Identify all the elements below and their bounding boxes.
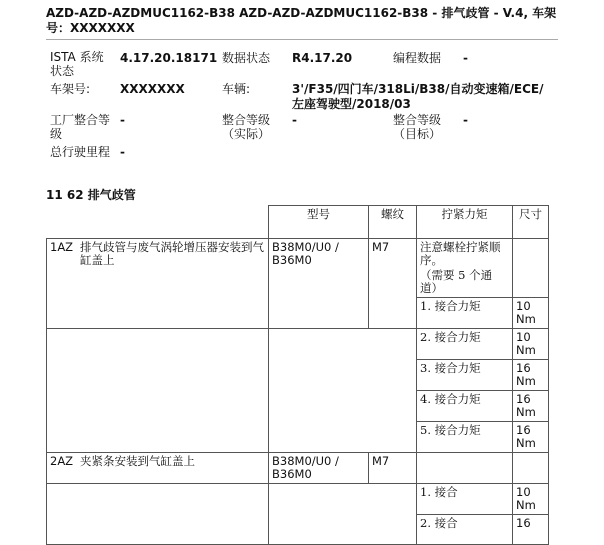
table-row bbox=[47, 484, 549, 515]
row2-step2-label: 2. 接合 bbox=[417, 515, 513, 545]
mileage-value: - bbox=[120, 145, 125, 159]
target-level-value: - bbox=[463, 113, 468, 127]
row1-step2-value: 10 Nm bbox=[513, 329, 549, 360]
row2-step1-value: 10 Nm bbox=[513, 484, 549, 515]
data-state-label: 数据状态 bbox=[222, 51, 271, 65]
vin-value: XXXXXXX bbox=[120, 82, 185, 96]
row2-model: B38M0/U0 / B36M0 bbox=[269, 453, 369, 484]
row2-thread: M7 bbox=[369, 453, 417, 484]
ista-label: ISTA 系统状态 bbox=[50, 50, 104, 78]
row2-step1-label: 1. 接合 bbox=[417, 484, 513, 515]
data-state-value: R4.17.20 bbox=[292, 51, 353, 65]
row2-description: 夹紧条安装到气缸盖上 bbox=[80, 454, 195, 468]
actual-level-label: 整合等级（实际） bbox=[222, 113, 271, 141]
prog-data-label: 编程数据 bbox=[393, 51, 442, 65]
row1-blank-desc bbox=[47, 329, 269, 453]
row1-note-sequence: 注意螺栓拧紧顺序。 bbox=[420, 240, 501, 267]
row1-note-size bbox=[513, 239, 549, 298]
row1-step5-value: 16 Nm bbox=[513, 422, 549, 453]
row1-step3-label: 3. 接合力矩 bbox=[417, 360, 513, 391]
row2-blank-desc bbox=[47, 484, 269, 545]
mileage-label: 总行驶里程 bbox=[50, 145, 111, 159]
table-row bbox=[47, 239, 549, 298]
factory-level-label: 工厂整合等级 bbox=[50, 113, 111, 141]
row2-blank-torque bbox=[417, 453, 513, 484]
row1-step1-value: 10 Nm bbox=[513, 298, 549, 329]
row1-step3-value: 16 Nm bbox=[513, 360, 549, 391]
prog-data-value: - bbox=[463, 51, 468, 65]
row1-code: 1AZ bbox=[50, 240, 74, 254]
vin-label: 车架号: bbox=[50, 82, 91, 96]
row1-blank-thread bbox=[369, 329, 417, 453]
section-title: 11 62 排气歧管 bbox=[46, 188, 136, 202]
document-header bbox=[46, 6, 592, 36]
row1-description-cell bbox=[47, 239, 269, 329]
table-row bbox=[47, 329, 549, 360]
row1-step1-label: 1. 接合力矩 bbox=[417, 298, 513, 329]
ista-value: 4.17.20.18171 bbox=[120, 51, 218, 65]
header-model: 型号 bbox=[269, 206, 369, 239]
row2-blank-thread bbox=[369, 484, 417, 545]
row1-blank-model bbox=[269, 329, 369, 453]
factory-level-value: - bbox=[120, 113, 125, 127]
actual-level-value: - bbox=[292, 113, 297, 127]
header-title-line2: 号：XXXXXXX bbox=[46, 21, 135, 35]
row2-blank-model bbox=[269, 484, 369, 545]
header-thread: 螺纹 bbox=[369, 206, 417, 239]
row2-blank-size bbox=[513, 453, 549, 484]
header-title-line1: AZD-AZD-AZDMUC1162-B38 AZD-AZD-AZDMUC1162-B38 - 排气歧管 - V.4, 车架 bbox=[46, 6, 557, 20]
header-size: 尺寸 bbox=[513, 206, 549, 239]
row1-note-passes: （需要 5 个通道） bbox=[420, 268, 493, 295]
vehicle-value: 3'/F35/四门车/318Li/B38/自动变速箱/ECE/左座驾驶型/2018/03 bbox=[292, 82, 544, 111]
torque-spec-table bbox=[46, 205, 549, 545]
row1-step4-value: 16 Nm bbox=[513, 391, 549, 422]
header-divider bbox=[46, 39, 558, 40]
table-header-blank bbox=[47, 206, 269, 239]
header-torque: 拧紧力矩 bbox=[417, 206, 513, 239]
table-row bbox=[47, 453, 549, 484]
row1-step2-label: 2. 接合力矩 bbox=[417, 329, 513, 360]
row2-step2-value: 16 bbox=[513, 515, 549, 545]
table-header-row bbox=[47, 206, 549, 239]
row1-thread: M7 bbox=[369, 239, 417, 329]
row1-note-cell bbox=[417, 239, 513, 298]
row1-model: B38M0/U0 / B36M0 bbox=[269, 239, 369, 329]
target-level-label: 整合等级（目标） bbox=[393, 113, 442, 141]
row1-step4-label: 4. 接合力矩 bbox=[417, 391, 513, 422]
row2-code: 2AZ bbox=[50, 454, 74, 468]
row1-description: 排气歧管与废气涡轮增压器安装到气缸盖上 bbox=[80, 240, 264, 267]
row1-step5-label: 5. 接合力矩 bbox=[417, 422, 513, 453]
vehicle-label: 车辆: bbox=[222, 82, 251, 96]
row2-description-cell bbox=[47, 453, 269, 484]
